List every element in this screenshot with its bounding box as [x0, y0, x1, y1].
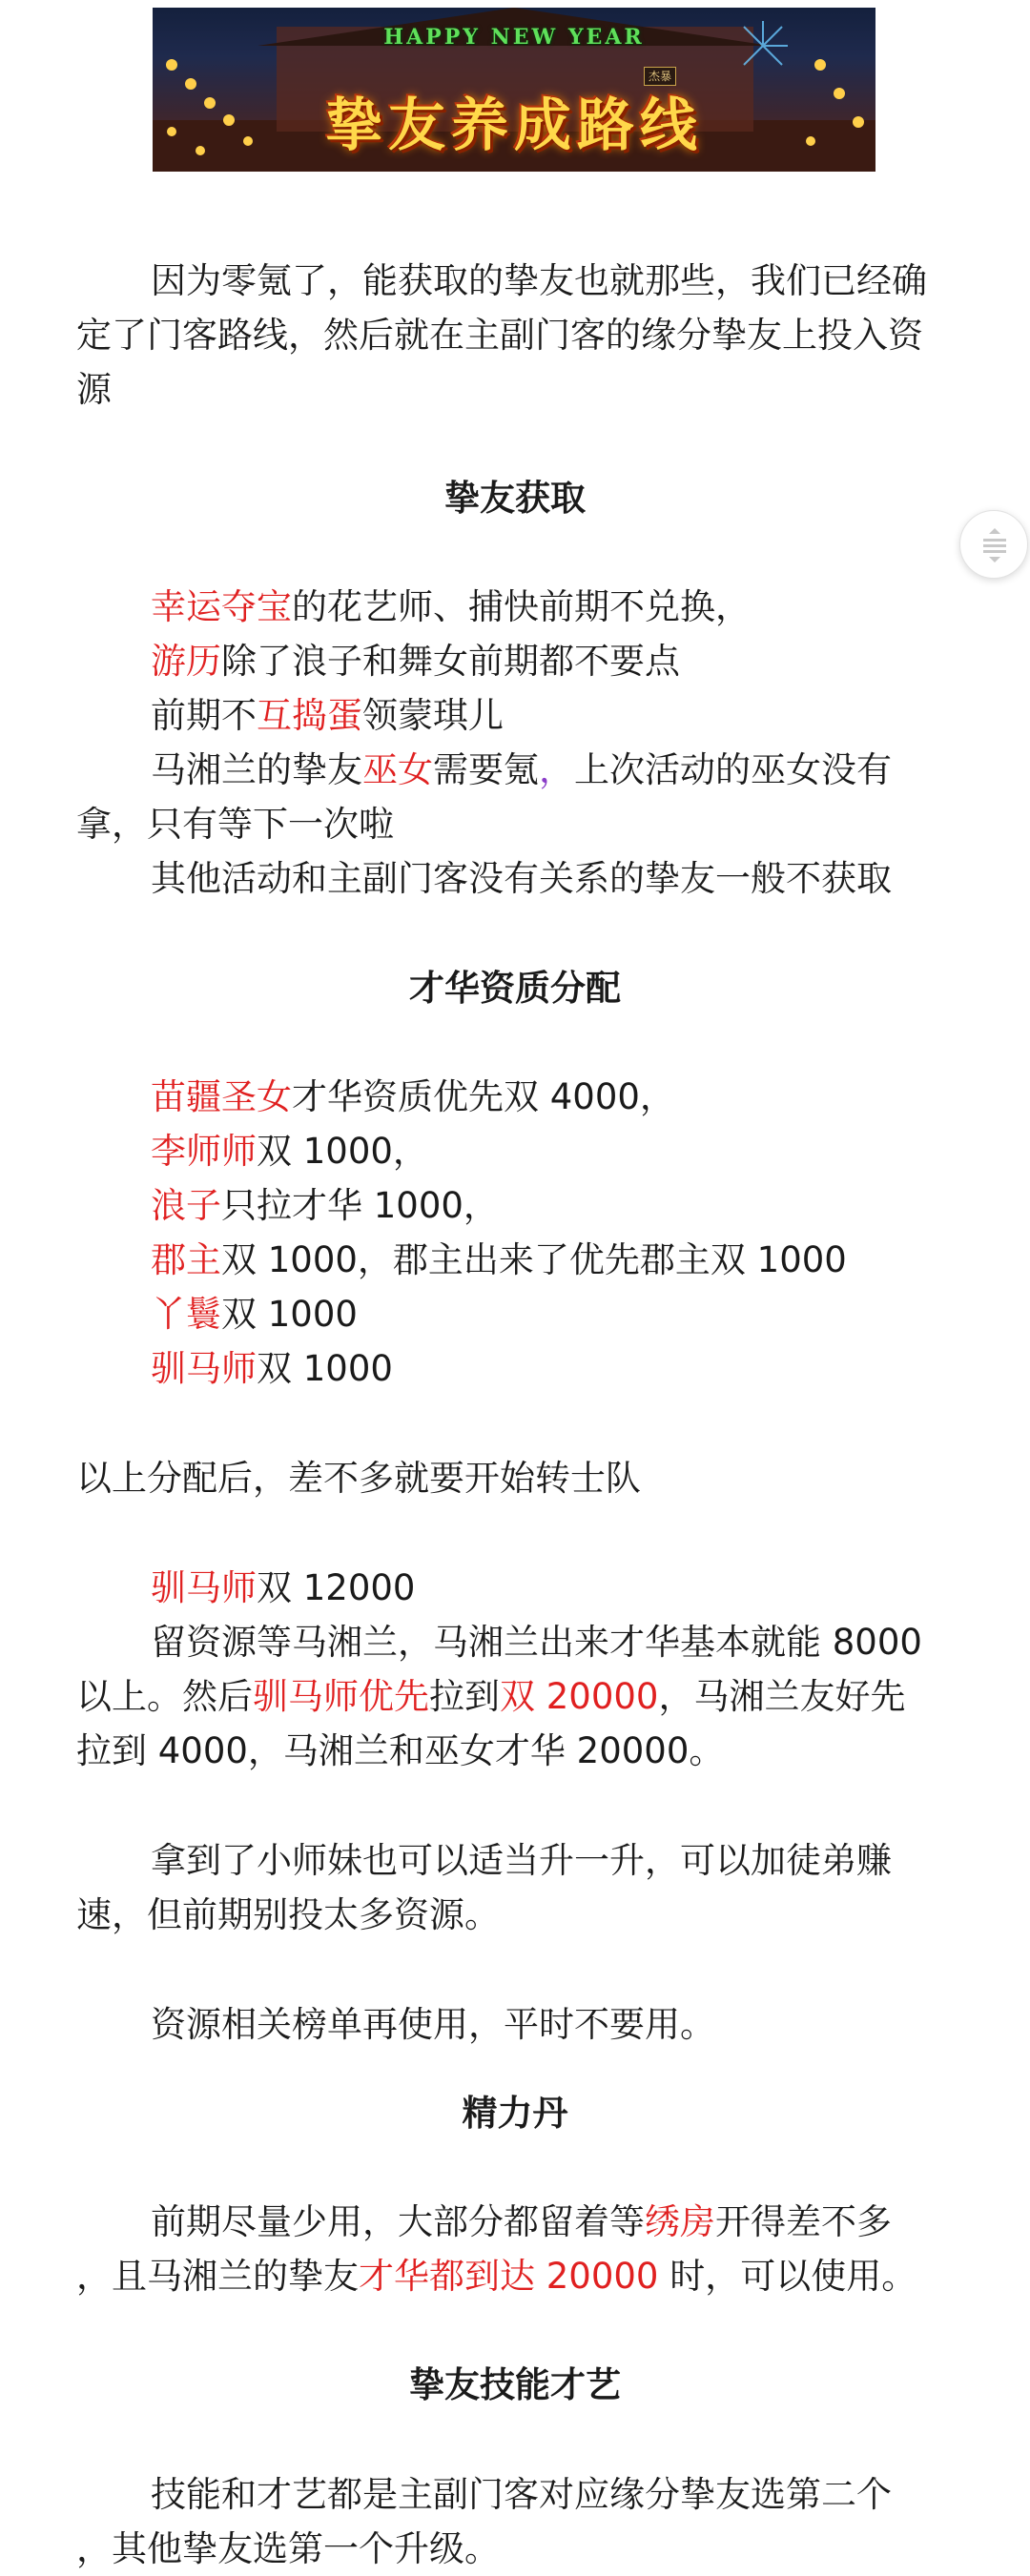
intro-paragraph: 因为零氪了，能获取的挚友也就那些，我们已经确定了门客路线，然后就在主副门客的缘分挚友上投入资源: [76, 260, 927, 410]
list-item: 郡主双 1000，郡主出来了优先郡主双 1000: [151, 1239, 847, 1280]
paragraph: 资源相关榜单再使用，平时不要用。: [151, 2004, 715, 2045]
list-item: 前期不互捣蛋领蒙琪儿: [151, 695, 504, 736]
list-item: 幸运夺宝的花艺师、捕快前期不兑换，: [151, 586, 751, 627]
list-item: 浪子只拉才华 1000，: [151, 1185, 499, 1226]
section-heading-energy: 精力丹: [462, 2093, 568, 2134]
scroll-button[interactable]: [959, 510, 1028, 579]
list-item: 马湘兰的挚友巫女需要氪，上次活动的巫女没有: [151, 749, 892, 790]
list-item: 驯马师双 12000: [151, 1567, 416, 1608]
paragraph-line: 速，但前期别投太多资源。: [76, 1894, 500, 1935]
banner-badge: 杰暴: [644, 67, 676, 86]
scroll-handle-icon: [981, 528, 1008, 562]
paragraph-line: 技能和才艺都是主副门客对应缘分挚友选第二个: [151, 2474, 892, 2515]
section-heading-talent: 才华资质分配: [409, 968, 621, 1009]
paragraph-line: 前期尽量少用，大部分都留着等绣房开得差不多: [151, 2201, 892, 2242]
banner-subtitle: HAPPY NEW YEAR: [383, 25, 645, 50]
banner-title: 挚友养成路线: [325, 92, 703, 159]
list-item: 李师师双 1000，: [151, 1131, 428, 1172]
header-banner: [153, 8, 876, 172]
paragraph-line: 拿到了小师妹也可以适当升一升，可以加徒弟赚: [151, 1840, 892, 1881]
list-item: 苗疆圣女才华资质优先双 4000，: [151, 1076, 675, 1117]
paragraph-line: 拉到 4000，马湘兰和巫女才华 20000。: [76, 1730, 725, 1771]
list-item: 丫鬟双 1000: [151, 1294, 358, 1335]
paragraph: 以上分配后，差不多就要开始转士队: [76, 1458, 641, 1499]
section-heading-skills: 挚友技能才艺: [409, 2364, 621, 2405]
paragraph-line: ，且马湘兰的挚友才华都到达 20000 时，可以使用。: [76, 2256, 917, 2297]
paragraph-line: ，其他挚友选第一个升级。: [76, 2528, 500, 2569]
paragraph-line: 以上。然后驯马师优先拉到双 20000，马湘兰友好先: [76, 1676, 906, 1717]
list-item-continued: 拿，只有等下一次啦: [76, 804, 394, 845]
section-heading-acquire: 挚友获取: [444, 478, 586, 519]
list-item: 其他活动和主副门客没有关系的挚友一般不获取: [151, 858, 892, 899]
list-item: 游历除了浪子和舞女前期都不要点: [151, 641, 680, 682]
paragraph-line: 留资源等马湘兰，马湘兰出来才华基本就能 8000: [151, 1622, 922, 1663]
list-item: 驯马师双 1000: [151, 1348, 393, 1389]
